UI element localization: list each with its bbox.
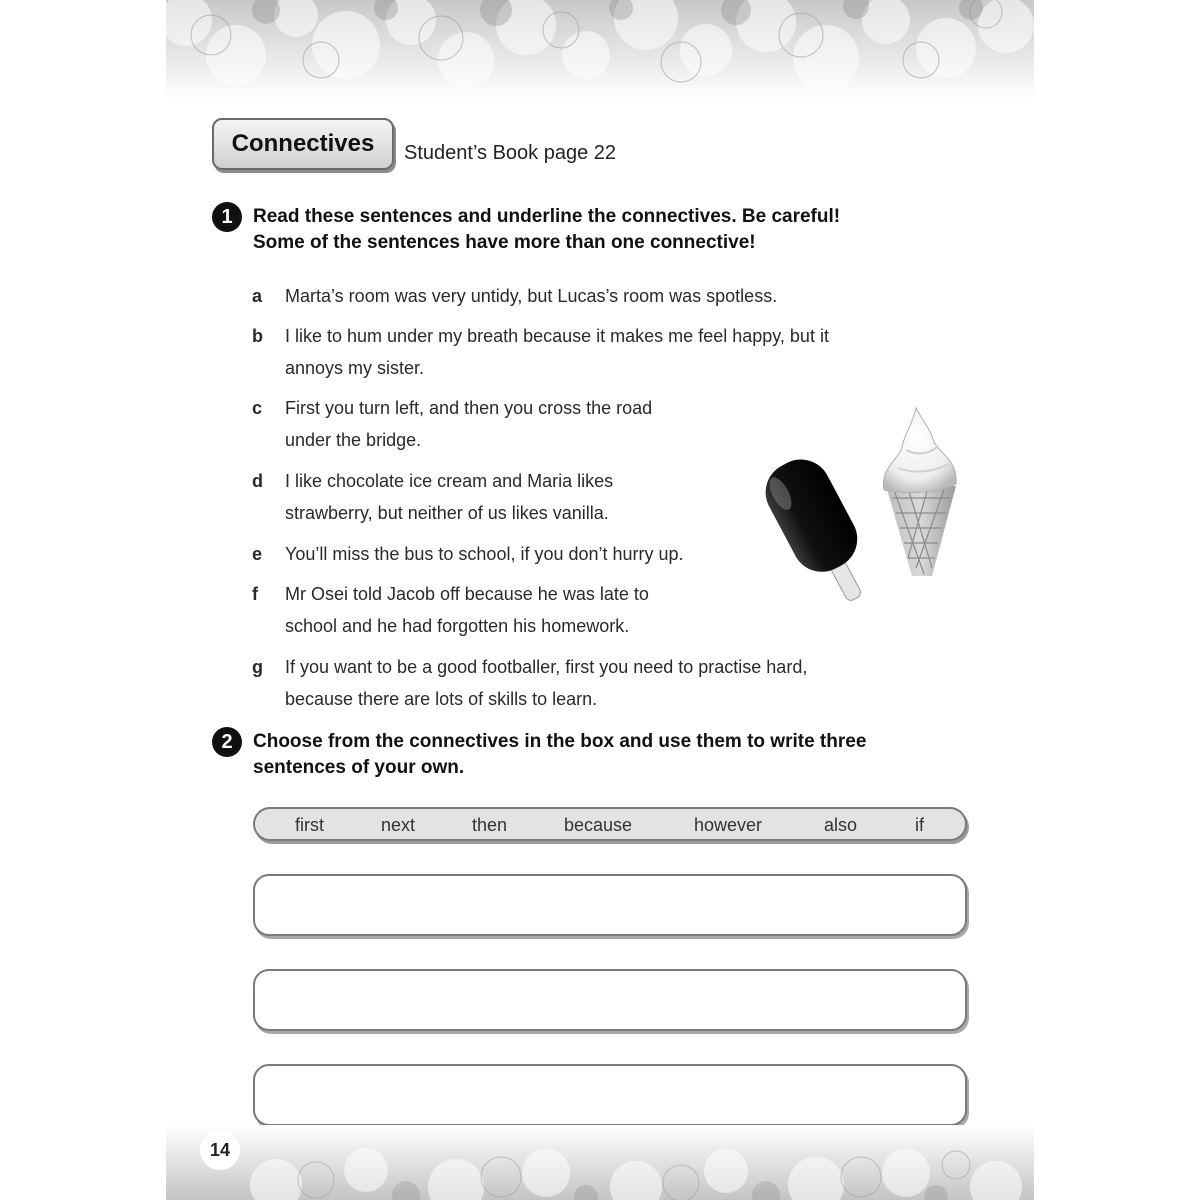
connective-word: also (824, 815, 858, 835)
item-line: First you turn left, and then you cross the road (285, 398, 653, 418)
connective-word: then (472, 815, 508, 835)
ice-cream-cone-icon (878, 398, 978, 583)
instruction-line: Read these sentences and underline the connectives. Be careful! (253, 206, 841, 227)
item-text (285, 320, 829, 384)
connective-word: however (694, 815, 763, 835)
page-number: 14 (200, 1130, 240, 1170)
answer-box-3[interactable] (253, 1064, 967, 1126)
question-1-instruction (253, 204, 953, 256)
item-text (285, 651, 807, 715)
question-1-number: 1 (212, 202, 242, 232)
item-text (285, 538, 684, 570)
item-line: Mr Osei told Jacob off because he was late to (285, 584, 649, 604)
item-line: I like to hum under my breath because it makes me feel happy, but it (285, 326, 829, 346)
connective-word: if (915, 815, 924, 835)
bubble-border-top (166, 0, 1034, 100)
workbook-page (166, 0, 1034, 1200)
item-line: because there are lots of skills to learn. (285, 689, 598, 709)
item-line: strawberry, but neither of us likes vanilla. (285, 503, 609, 523)
item-text (285, 280, 777, 312)
item-text (285, 578, 649, 642)
item-line: I like chocolate ice cream and Maria likes (285, 471, 614, 491)
item-letter: f (252, 584, 258, 604)
answer-box-2[interactable] (253, 969, 967, 1031)
instruction-line: sentences of your own. (253, 757, 465, 778)
item-letter: a (252, 286, 263, 306)
connective-word: because (564, 815, 633, 835)
item-line: under the bridge. (285, 430, 422, 450)
connectives-word-box (253, 807, 967, 841)
item-text (285, 465, 613, 529)
connective-word: next (381, 815, 416, 835)
item-line: school and he had forgotten his homework. (285, 616, 630, 636)
question-2-instruction (253, 729, 953, 781)
connective-word: first (295, 815, 324, 835)
item-letter: g (252, 657, 263, 677)
book-reference: Student’s Book page 22 (404, 142, 617, 164)
item-letter: e (252, 544, 263, 564)
item-letter: b (252, 326, 263, 346)
chocolate-ice-lolly-icon (751, 458, 881, 618)
instruction-line: Some of the sentences have more than one connective! (253, 232, 756, 253)
item-letter: d (252, 471, 263, 491)
question-2-number: 2 (212, 727, 242, 757)
instruction-line: Choose from the connectives in the box and use them to write three (253, 731, 867, 752)
item-line: If you want to be a good footballer, first you need to practise hard, (285, 657, 808, 677)
item-letter: c (252, 398, 263, 418)
item-line: Marta’s room was very untidy, but Lucas’s room was spotless. (285, 286, 778, 306)
bubble-border-bottom (166, 1125, 1034, 1200)
item-line: You’ll miss the bus to school, if you don’t hurry up. (285, 544, 684, 564)
answer-box-1[interactable] (253, 874, 967, 936)
page-title: Connectives (212, 118, 394, 170)
item-text (285, 392, 652, 456)
item-line: annoys my sister. (285, 358, 425, 378)
